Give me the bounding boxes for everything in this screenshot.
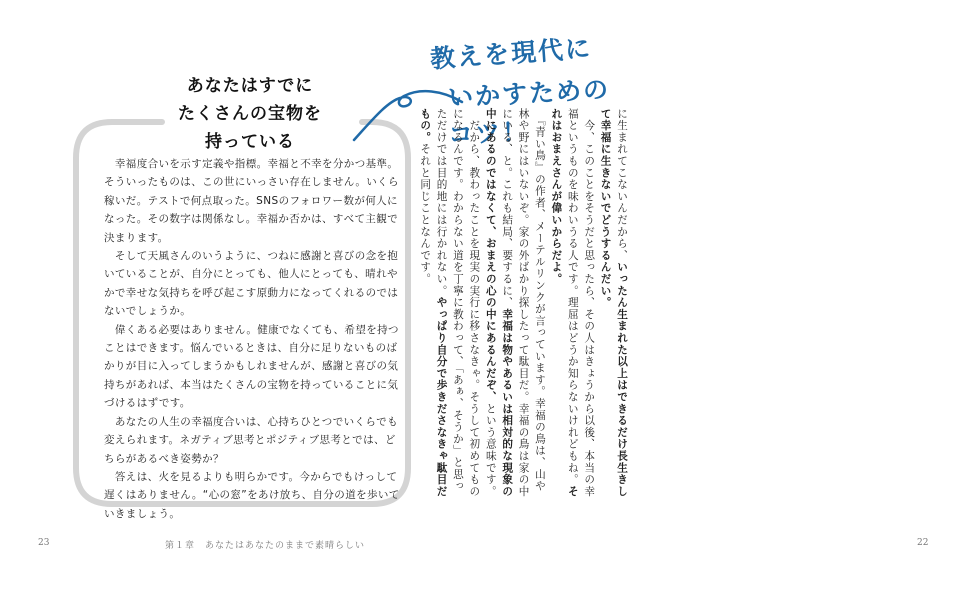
body-text: という意味です。 [484, 403, 497, 498]
body-text: 『青い鳥』の作者、メーテルリンクが言っています。幸福の鳥は、山や林や野にはいないぞ。家の外ばかり探したって駄目だ。幸福の鳥は家の中にいる、と。これも結局、要するに、 [501, 108, 546, 498]
body-text: それと同じことなんです。 [419, 143, 432, 286]
paragraph: 偉くある必要はありません。健康でなくても、希望を持つことはできます。悩んでいるときは、自分に足りないものばかりが目に入ってしまうかもしれませんが、感謝と喜びの気持ちがあれば、本当はたくさんの宝物を持っていることに気づけるはずです。 [104, 323, 399, 410]
heading-line: 持っている [205, 132, 295, 152]
emphasis-text: いったん生まれた以上はできるだけ長生きして幸福に生きないでどうするんだい。 [599, 108, 628, 498]
emphasis-text: それはおまえさんが偉いからだよ。 [550, 108, 579, 498]
emphasis-text: やっぱり自分で歩きださなきゃ駄目だもの。 [419, 108, 448, 498]
vertical-paragraph [482, 108, 548, 503]
body-text: だから、教わったことを現実の実行に移さなきゃ。そうして初めてものになるんです。わからない道を丁寧に教わって、「あぁ、そうか」と思っただけでは目的地には行かれない。 [435, 108, 481, 498]
paragraph: 幸福度合いを示す定義や指標。幸福と不幸を分かつ基準。そういったものは、この世にいっさい存在しません。いくら稼いだ。テストで何点取った。SNSのフォロワー数が何人になった。その数字は関係なし。幸福か否かは、すべて主観で決まります。 [104, 158, 399, 244]
paragraph: 答えは、火を見るよりも明らかです。今からでもけっして遅くはありません。“心の窓”をあけ放ち、自分の道を歩いていきましょう。 [104, 470, 400, 520]
page-number-right: 22 [917, 538, 929, 548]
page-number-left: 23 [38, 538, 50, 548]
vertical-paragraph [548, 108, 597, 503]
paragraph: あなたの人生の幸福度合いは、心持ちひとつでいくらでも変えられます。ネガティブ思考とポジティブ思考とでは、どちらがあるべき姿勢か？ [104, 415, 398, 465]
left-body-text [104, 155, 400, 523]
vertical-paragraph [597, 108, 630, 503]
emphasis-text: 幸福は物やあるいは相対的な現象の中にあるのではなくて、おまえの心の中にあるんだぞ、 [484, 108, 514, 498]
handwritten-line: コツ！ [447, 117, 530, 150]
right-body-text [417, 108, 630, 503]
handwritten-line: いかすための [447, 74, 611, 113]
heading-line: たくさんの宝物を [178, 104, 322, 124]
vertical-paragraph [417, 108, 483, 503]
paragraph: そして天風さんのいうように、つねに感謝と喜びの念を抱いていることが、自分にとっても、他人にとっても、晴れやかで幸せな気持ちを呼び起こす原動力になってくれるのではないでしょうか。 [104, 250, 399, 318]
heading-line: あなたはすでに [186, 76, 314, 96]
running-head: 第１章 あなたはあなたのままで素晴らしい [165, 541, 366, 551]
handwritten-line: 教えを現代に [429, 33, 593, 74]
section-heading [160, 72, 340, 156]
body-text: 今、このことをそうだと思ったら、その人はきょうから以後、本当の幸福というものを味わいうる人です。理屈はどうか知らないけれどもね。 [566, 108, 596, 498]
body-text: に生まれてこないんだから、 [616, 108, 628, 262]
